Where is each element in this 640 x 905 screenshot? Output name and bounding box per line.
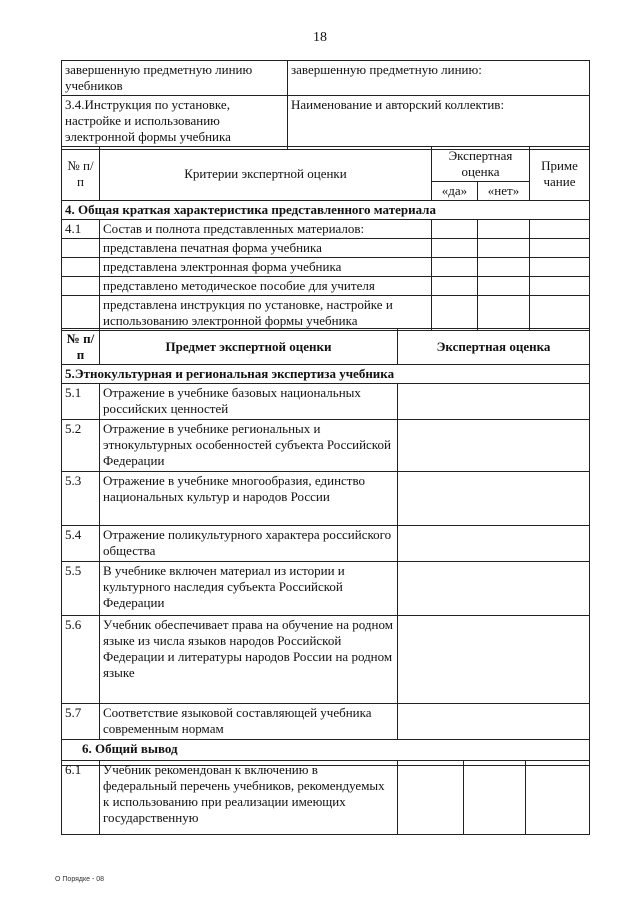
top-table [61, 60, 590, 150]
table-row [62, 258, 590, 277]
table-row [62, 526, 590, 562]
table-cell: завершенную предметную линию учебников [62, 61, 288, 96]
expert-cell[interactable] [398, 420, 590, 472]
criteria-table [61, 146, 590, 331]
yes-cell[interactable] [398, 761, 464, 835]
subject-table [61, 328, 590, 766]
table-row [62, 96, 590, 150]
column-header-note: Приме чание [530, 147, 590, 201]
column-header-subject: Предмет экспертной оценки [100, 329, 398, 365]
section-5-title: 5.Этнокультурная и региональная экспертиза учебника [62, 365, 590, 384]
table-row [62, 761, 590, 835]
row-text: представлена инструкция по установке, настройке и использованию электронной формы учебника [100, 296, 432, 331]
table-cell: 3.4.Инструкция по установке, настройке и использованию электронной формы учебника [62, 96, 288, 150]
no-cell[interactable] [464, 761, 526, 835]
yes-cell[interactable] [432, 239, 478, 258]
table-cell: Наименование и авторский коллектив: [288, 96, 590, 150]
yes-cell[interactable] [432, 296, 478, 331]
column-header-criteria: Критерии экспертной оценки [100, 147, 432, 201]
row-text: Отражение в учебнике базовых национальных российских ценностей [100, 384, 398, 420]
row-number: 5.6 [62, 616, 100, 704]
table-row [62, 61, 590, 96]
table-row [62, 239, 590, 258]
yes-cell[interactable] [432, 220, 478, 239]
note-cell[interactable] [530, 258, 590, 277]
expert-cell[interactable] [398, 704, 590, 740]
no-cell[interactable] [478, 239, 530, 258]
table-row [62, 220, 590, 239]
expert-cell[interactable] [398, 616, 590, 704]
column-header-num: № п/п [62, 147, 100, 201]
column-header-num: № п/п [62, 329, 100, 365]
row-text: представлена электронная форма учебника [100, 258, 432, 277]
expert-cell[interactable] [398, 384, 590, 420]
table-row [62, 277, 590, 296]
row-number: 5.5 [62, 562, 100, 616]
row-number [62, 296, 100, 331]
note-cell[interactable] [530, 220, 590, 239]
section-row [62, 201, 590, 220]
row-number: 4.1 [62, 220, 100, 239]
note-cell[interactable] [530, 239, 590, 258]
column-header-expert: Экспертная оценка [398, 329, 590, 365]
row-number: 5.7 [62, 704, 100, 740]
row-text: представлена печатная форма учебника [100, 239, 432, 258]
page-number: 18 [313, 30, 327, 45]
row-number [62, 277, 100, 296]
table-row [62, 704, 590, 740]
section-row [62, 365, 590, 384]
row-text: Состав и полнота представленных материалов: [100, 220, 432, 239]
no-cell[interactable] [478, 277, 530, 296]
row-text: В учебнике включен материал из истории и культурного наследия субъекта Российской Федерации [100, 562, 398, 616]
row-text: Отражение в учебнике региональных и этнокультурных особенностей субъекта Российской Федерации [100, 420, 398, 472]
yes-cell[interactable] [432, 277, 478, 296]
section-4-title: 4. Общая краткая характеристика представленного материала [62, 201, 590, 220]
row-number: 6.1 [62, 761, 100, 835]
column-header-no: «нет» [478, 182, 530, 201]
column-header-yes: «да» [432, 182, 478, 201]
table-header-row [62, 329, 590, 365]
row-number [62, 258, 100, 277]
table-row [62, 616, 590, 704]
footer-text: О Порядке - 08 [55, 876, 105, 883]
row-text: Учебник рекомендован к включению в федеральный перечень учебников, рекомендуемых к использованию при реализации имеющих государственную [100, 761, 398, 835]
expert-cell[interactable] [398, 472, 590, 526]
no-cell[interactable] [478, 220, 530, 239]
row-text: представлено методическое пособие для учителя [100, 277, 432, 296]
expert-cell[interactable] [398, 562, 590, 616]
table-header-row [62, 147, 590, 182]
note-cell[interactable] [530, 296, 590, 331]
note-cell[interactable] [526, 761, 590, 835]
yes-cell[interactable] [432, 258, 478, 277]
row-number: 5.2 [62, 420, 100, 472]
row-number: 5.1 [62, 384, 100, 420]
row-text: Отражение в учебнике многообразия, единство национальных культур и народов России [100, 472, 398, 526]
row-text: Отражение поликультурного характера российского общества [100, 526, 398, 562]
column-header-expert: Экспертная оценка [432, 147, 530, 182]
row-number [62, 239, 100, 258]
table-row [62, 420, 590, 472]
no-cell[interactable] [478, 258, 530, 277]
row-text: Соответствие языковой составляющей учебника современным нормам [100, 704, 398, 740]
conclusion-table [61, 760, 590, 835]
section-6-title: 6. Общий вывод [62, 740, 590, 766]
table-row [62, 472, 590, 526]
note-cell[interactable] [530, 277, 590, 296]
row-number: 5.3 [62, 472, 100, 526]
table-row [62, 296, 590, 331]
no-cell[interactable] [478, 296, 530, 331]
row-number: 5.4 [62, 526, 100, 562]
row-text: Учебник обеспечивает права на обучение на родном языке из числа языков народов Российской Федерации и литературы народов России на родном языке [100, 616, 398, 704]
table-cell: завершенную предметную линию: [288, 61, 590, 96]
table-row [62, 384, 590, 420]
expert-cell[interactable] [398, 526, 590, 562]
table-row [62, 562, 590, 616]
